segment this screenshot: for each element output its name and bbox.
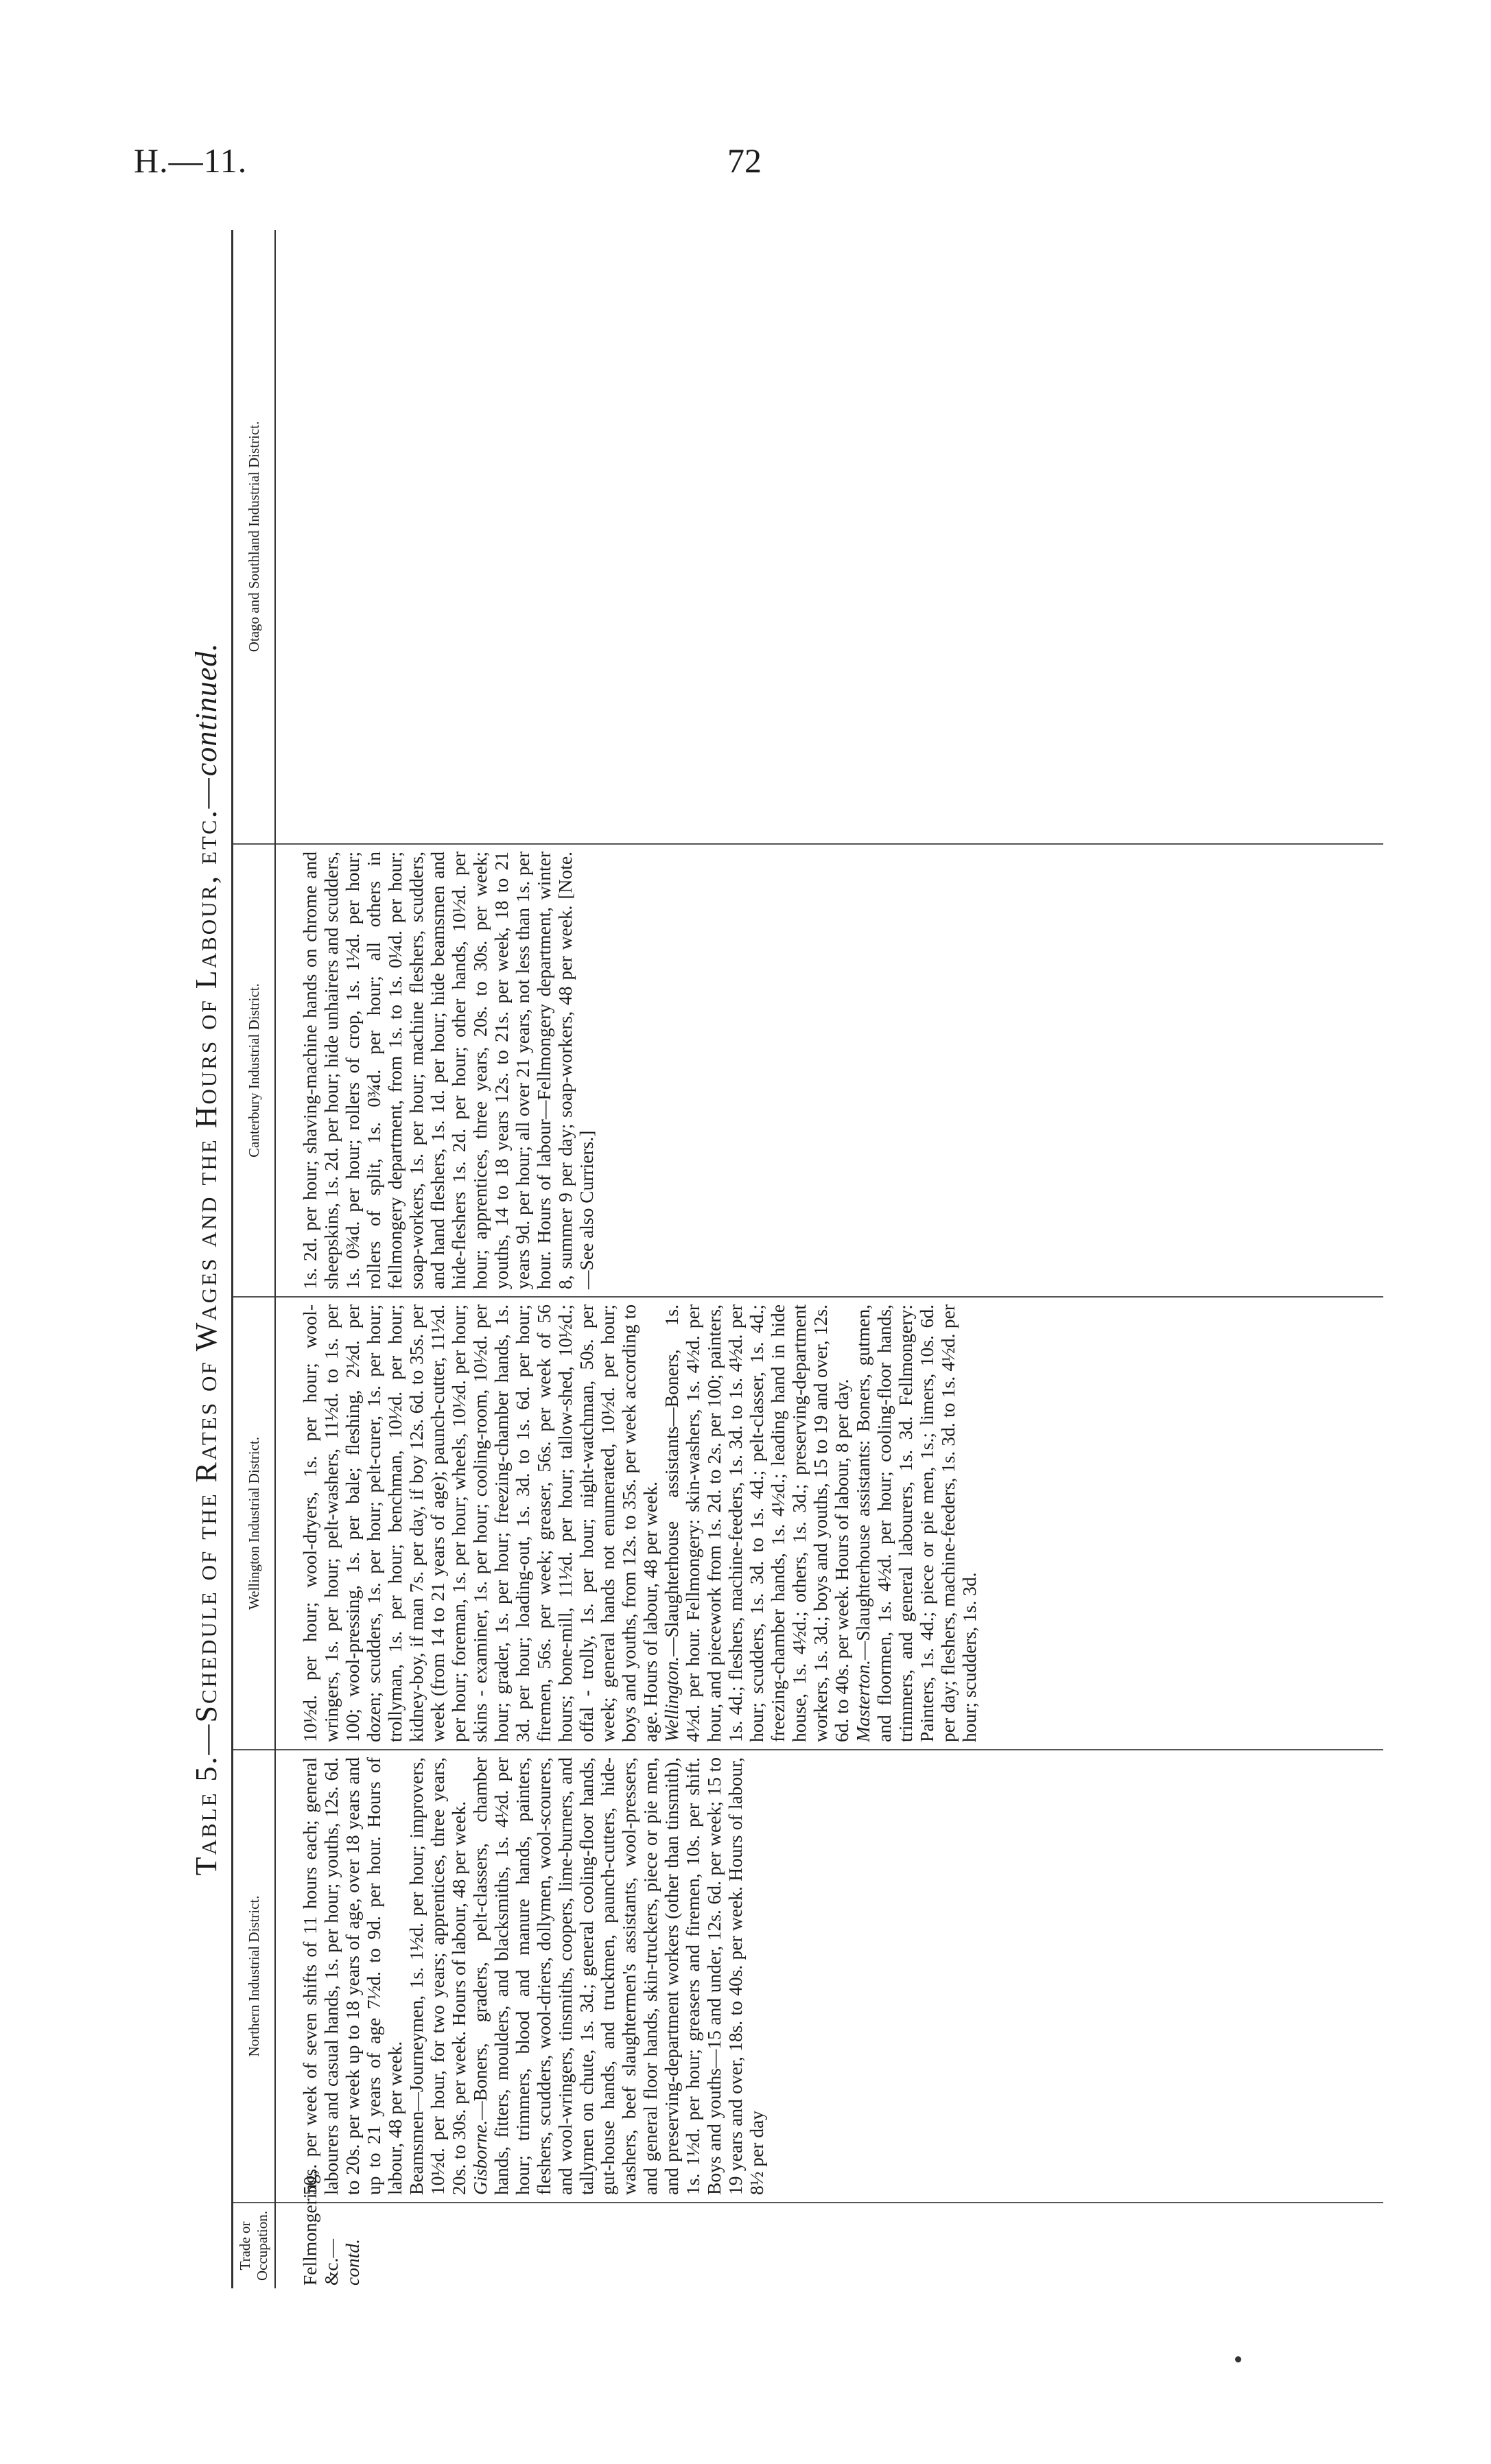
table-title-text: Table 5.—Schedule of the Rates of Wages and the Hours of Labour, etc.— xyxy=(189,776,223,1876)
page-identifier: H.—11. xyxy=(134,141,248,180)
rate-text: —Boners, graders, pelt-classers, chamber hands, fitters, moulders, and blacksmiths, 1s. 4½d. per hour; trimmers, blood and manure hands, painters, fleshers, scudders, wool-driers, dollymen, wool-scourers, and wool-wringers, tinsmiths, coopers, lime-burners, and tallymen on chute, 1s. 3d.; general cooling-floor hands, gut-house hands, and truckmen, paunch-cutters, hide-washers, beef slaughtermen's assistants, wool-pressers, and general floor hands, skin-truckers, piece or pie men, and preserving-department workers (other than tinsmith), 1s. 1½d. per hour; greasers and firemen, 10s. per shift. Boys and youths—15 and under, 12s. 6d. per week; 15 to 19 years and over, 18s. to 40s. per week. Hours of labour, 8½ per day xyxy=(469,1757,767,2195)
place-name: Gisborne. xyxy=(469,2120,491,2195)
rate-text: —Slaughterhouse assistants: Boners, gutmen, and floormen, 1s. 4½d. per hour; cooling-floor hands, trimmers, and general labourers, 1s. 3d. Fellmongery: Painters, 1s. 4d.; piece or pie men, 1s.; limers, 10s. 6d. per day; fleshers, machine-feeders, 1s. 3d. to 1s. 4½d. per hour; scudders, 1s. 3d. xyxy=(852,1304,980,1742)
wages-schedule-table xyxy=(231,230,1383,2288)
rotated-table-block xyxy=(182,230,1341,2288)
canterbury-district-cell xyxy=(275,844,1383,1297)
trade-contd: contd. xyxy=(342,2239,363,2286)
header-row xyxy=(233,230,276,2288)
rate-text: 50s. per week of seven shifts of 11 hours each; general labourers and casual hands, 1s. per hour; youths, 12s. 6d. to 20s. per week up to 18 years of age, over 18 years and up to 21 years of age 7½d. to 9d. per hour. Hours of labour, 48 per week. xyxy=(299,1757,406,2195)
column-header-wellington: Wellington Industrial District. xyxy=(233,1297,276,1750)
ink-dot xyxy=(1235,2356,1241,2362)
rate-entry xyxy=(299,1757,406,2195)
wellington-district-cell xyxy=(275,1297,1383,1750)
page-number: 72 xyxy=(727,141,762,180)
table-row xyxy=(275,230,1383,2288)
column-header-otago: Otago and Southland Industrial District. xyxy=(233,230,276,844)
rate-entry xyxy=(299,852,597,1289)
rate-entry xyxy=(852,1304,980,1742)
otago-southland-district-cell xyxy=(275,230,1383,844)
place-name: Wellington. xyxy=(661,1656,682,1742)
rate-entry xyxy=(661,1304,852,1742)
place-name: Masterton. xyxy=(852,1660,873,1742)
rate-text: 10½d. per hour; wool-dryers, 1s. per hour; wool-wringers, 1s. per hour; pelt-washers, 11½d. to 1s. per 100; wool-pressing, 1s. per bale; fleshing, 2½d. per dozen; scudders, 1s. per hour; pelt-curer, 1s. per hour; trollyman, 1s. per hour; benchman, 10½d. per hour; kidney-boy, if man 7s. per day, if boy 12s. 6d. to 35s. per week (from 14 to 21 years of age); paunch-cutter, 11½d. per hour; foreman, 1s. per hour; wheels, 10½d. per hour; skins - examiner, 1s. per hour; cooling-room, 10½d. per hour; grader, 1s. per hour; freezing-chamber hands, 1s. 3d. per hour; loading-out, 1s. 3d. to 1s. 6d. per hour; firemen, 56s. per week; greaser, 56s. per week of 56 hours; bone-mill, 11½d. per hour; tallow-shed, 10½d.; offal - trolly, 1s. per hour; night-watchman, 50s. per week; general hands not enumerated, 10½d. per hour; boys and youths, from 12s. to 35s. per week according to age. Hours of labour, 48 per week. xyxy=(299,1304,661,1742)
rate-text: —Slaughterhouse assistants—Boners, 1s. 4½d. per hour. Fellmongery: skin-washers, 1s. 4½d. per hour, and piecework from 1s. 2d. to 2s. per 100; painters, 1s. 4d.; fleshers, machine-feeders, 1s. 3d. to 1s. 4½d. per hour; scudders, 1s. 3d. to 1s. 4d.; pelt-classer, 1s. 4d.; freezing-chamber hands, 1s. 4½d.; leading hand in hide house, 1s. 4½d.; others, 1s. 3d.; preserving-department workers, 1s. 3d.; boys and youths, 15 to 19 and over, 12s. 6d. to 40s. per week. Hours of labour, 8 per day. xyxy=(661,1304,852,1742)
rate-entry xyxy=(469,1757,767,2195)
column-header-northern: Northern Industrial District. xyxy=(233,1750,276,2203)
column-header-trade: Trade or Occupation. xyxy=(233,2203,276,2288)
rate-text: Beamsmen—Journeymen, 1s. 1½d. per hour; improvers, 10½d. per hour, for two years; apprentices, three years, 20s. to 30s. per week. Hours of labour, 48 per week. xyxy=(406,1757,469,2195)
column-header-canterbury: Canterbury Industrial District. xyxy=(233,844,276,1297)
rate-entry xyxy=(406,1757,469,2195)
rate-text: 1s. 2d. per hour; shaving-machine hands on chrome and sheepskins, 1s. 2d. per hour; hide unhairers and scudders, 1s. 0¾d. per hour; rollers of crop, 1s. 1½d. per hour; rollers of split, 1s. 0¾d. per hour; all others in fellmongery department, from 1s. to 1s. 0¼d. per hour; soap-workers, 1s. per hour; machine fleshers, scudders, and hand fleshers, 1s. 1d. per hour; hide beamsmen and hide-fleshers 1s. 2d. per hour; other hands, 10½d. per hour; apprentices, three years, 20s. to 30s. per week; youths, 14 to 18 years 12s. to 21s. per week, 18 to 21 years 9d. per hour; all over 21 years, not less than 1s. per hour. Hours of labour—Fellmongery department, winter 8, summer 9 per day; soap-workers, 48 per week. [Note.—See also Curriers.] xyxy=(299,852,597,1289)
trade-name: Fellmongering, &c.— xyxy=(299,2170,342,2286)
northern-district-cell xyxy=(275,1750,1383,2203)
rate-entry xyxy=(299,1304,661,1742)
table-title-continued: continued. xyxy=(189,642,223,777)
trade-cell xyxy=(275,2170,1383,2288)
table-title xyxy=(189,230,224,2288)
